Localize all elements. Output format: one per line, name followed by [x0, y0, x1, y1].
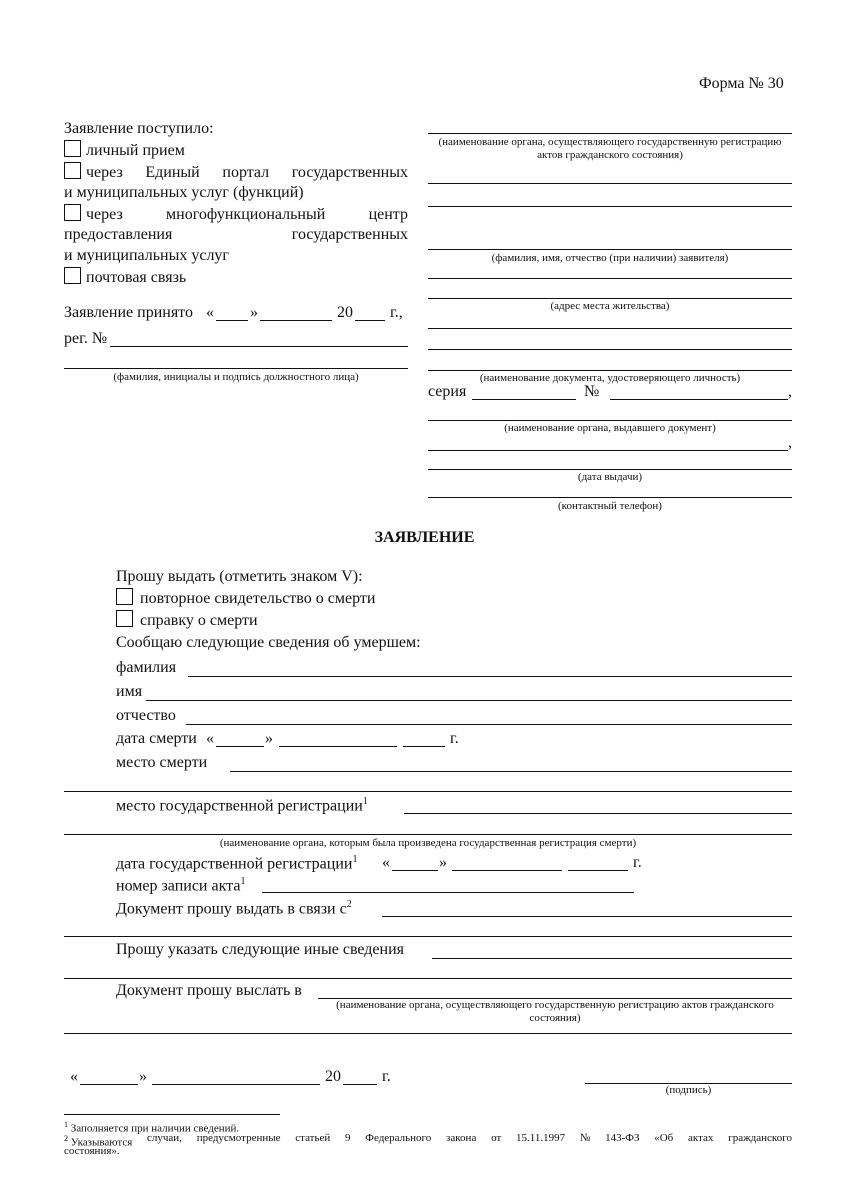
info-intro: Сообщаю следующие сведения об умершем: — [116, 634, 421, 651]
checkbox-repeat-certificate[interactable] — [116, 588, 133, 605]
series-field[interactable] — [472, 399, 576, 400]
reg-number-field[interactable] — [110, 346, 408, 347]
name-field[interactable] — [146, 700, 792, 701]
organ-caption: (наименование органа, осуществляющего государственную регистрацию актов гражданского состояния) — [438, 136, 782, 161]
form-number: Форма № 30 — [699, 75, 784, 92]
issue-date-field[interactable] — [428, 469, 792, 470]
issuer-caption: (наименование органа, выдавшего документ) — [504, 422, 716, 434]
reg-place-field[interactable] — [404, 813, 792, 814]
reason-field[interactable] — [382, 916, 792, 917]
death-place-label: место смерти — [116, 754, 208, 771]
option-portal-label: через Единый портал государственных — [86, 164, 408, 181]
death-place-field-2[interactable] — [64, 791, 792, 792]
request-label: Прошу выдать (отметить знаком V): — [116, 568, 363, 585]
applicant-field-1[interactable] — [428, 206, 792, 207]
issuer-field-1[interactable] — [428, 420, 792, 421]
send-to-field-2[interactable] — [64, 1033, 792, 1034]
footnote-separator — [64, 1114, 280, 1115]
address-field-2[interactable] — [428, 298, 792, 299]
year-prefix: 20 — [337, 304, 353, 321]
checkbox-portal[interactable] — [64, 162, 81, 179]
death-year-suffix: г. — [450, 730, 459, 747]
patronymic-field[interactable] — [186, 724, 792, 725]
patronymic-label: отчество — [116, 707, 176, 724]
reg-date-label: дата государственной регистрации$^1$ — [116, 854, 358, 873]
other-info-label: Прошу указать следующие иные сведения — [116, 941, 405, 958]
official-caption: (фамилия, инициалы и подпись должностного лица) — [113, 371, 359, 383]
sign-year-prefix: 20 — [325, 1068, 341, 1085]
option-mail-label: почтовая связь — [86, 269, 187, 286]
option-mfc-label: через многофункциональный центр — [86, 206, 408, 223]
send-to-label: Документ прошу выслать в — [116, 982, 302, 999]
reg-year-suffix: г. — [633, 854, 642, 871]
death-date-label: дата смерти — [116, 730, 197, 747]
act-number-label: номер записи акта$^1$ — [116, 876, 246, 895]
accepted-label: Заявление принято — [64, 304, 193, 321]
footnote-1: $^1$ Заполняется при наличии сведений. — [64, 1120, 240, 1135]
comma-2: , — [788, 434, 792, 451]
death-date-close-quote: » — [265, 730, 273, 747]
applicant-caption: (фамилия, имя, отчество (при наличии) заявителя) — [491, 252, 729, 264]
death-year-field[interactable] — [403, 746, 445, 747]
option-certificate-label: справку о смерти — [140, 612, 258, 629]
accepted-day-field[interactable] — [216, 320, 248, 321]
reg-date-close-quote: » — [439, 854, 447, 871]
year-suffix: г., — [390, 304, 403, 321]
sign-date-close-quote: » — [139, 1068, 147, 1085]
address-field-1[interactable] — [428, 278, 792, 279]
checkbox-death-certificate[interactable] — [116, 610, 133, 627]
surname-label: фамилия — [116, 659, 177, 676]
death-date-open-quote: « — [206, 730, 214, 747]
reg-month-field[interactable] — [452, 870, 562, 871]
checkbox-personal[interactable] — [64, 140, 81, 157]
date-close-quote: » — [250, 304, 258, 321]
reg-place-label: место государственной регистрации$^1$ — [116, 796, 368, 815]
option-mfc-label-cont2: и муниципальных услуг — [64, 247, 229, 264]
accepted-month-field[interactable] — [260, 320, 332, 321]
sign-month-field[interactable] — [152, 1084, 320, 1085]
reason-label: Документ прошу выдать в связи $с^2$ — [116, 899, 352, 918]
sign-year-suffix: г. — [382, 1068, 391, 1085]
id-document-caption: (наименование документа, удостоверяющего личность) — [479, 372, 741, 384]
option-mfc-label-cont: предоставления государственных — [64, 226, 408, 243]
number-field[interactable] — [610, 399, 788, 400]
option-repeat-label: повторное свидетельство о смерти — [140, 590, 376, 607]
option-personal-label: личный прием — [86, 142, 185, 159]
reg-organ-caption: (наименование органа, которым была произведена государственная регистрация смерти) — [219, 837, 637, 849]
organ-field[interactable] — [428, 133, 792, 134]
surname-field[interactable] — [188, 676, 792, 677]
phone-field[interactable] — [428, 497, 792, 498]
other-info-field[interactable] — [432, 958, 792, 959]
sign-day-field[interactable] — [80, 1084, 138, 1085]
reg-number-label: рег. № — [64, 330, 108, 347]
date-open-quote: « — [206, 304, 214, 321]
comma: , — [788, 383, 792, 400]
option-portal-label-cont: и муниципальных услуг (функций) — [64, 184, 304, 201]
address-field-3[interactable] — [428, 328, 792, 329]
id-document-field[interactable] — [428, 370, 792, 371]
number-label: № — [584, 383, 600, 400]
death-place-field[interactable] — [230, 771, 792, 772]
accepted-year-field[interactable] — [355, 320, 385, 321]
death-month-field[interactable] — [279, 746, 397, 747]
other-info-field-2[interactable] — [64, 978, 792, 979]
series-label: серия — [428, 383, 467, 400]
reason-field-2[interactable] — [64, 936, 792, 937]
sign-date-open-quote: « — [70, 1068, 78, 1085]
issuer-field-2[interactable] — [428, 450, 788, 451]
reg-date-open-quote: « — [382, 854, 390, 871]
receipt-title: Заявление поступило: — [64, 120, 214, 137]
footnote-2-cont: состояния». — [64, 1145, 120, 1157]
checkbox-mail[interactable] — [64, 267, 81, 284]
applicant-field-2[interactable] — [428, 249, 792, 250]
organ-field-2[interactable] — [428, 183, 792, 184]
signature-caption: (подпись) — [665, 1084, 712, 1096]
phone-caption: (контактный телефон) — [558, 500, 662, 512]
footnote-2: $^2$ Указываются случаи, предусмотренные статьей 9 Федерального закона от 15.11.1997 № 143-ФЗ «Об актах гражданского — [64, 1132, 792, 1149]
address-field-4[interactable] — [428, 349, 792, 350]
send-to-caption: (наименование органа, осуществляющего государственную регистрацию актов гражданского состояния) — [336, 999, 774, 1024]
death-day-field[interactable] — [216, 746, 264, 747]
statement-title: ЗАЯВЛЕНИЕ — [374, 529, 475, 546]
checkbox-mfc[interactable] — [64, 204, 81, 221]
address-caption: (адрес места жительства) — [550, 300, 670, 312]
act-number-field[interactable] — [262, 892, 634, 893]
issue-date-caption: (дата выдачи) — [577, 471, 643, 483]
sign-year-field[interactable] — [343, 1084, 377, 1085]
reg-day-field[interactable] — [392, 870, 438, 871]
name-label: имя — [116, 683, 143, 700]
reg-year-field[interactable] — [568, 870, 628, 871]
official-signature-field[interactable] — [64, 368, 408, 369]
reg-organ-field[interactable] — [64, 834, 792, 835]
